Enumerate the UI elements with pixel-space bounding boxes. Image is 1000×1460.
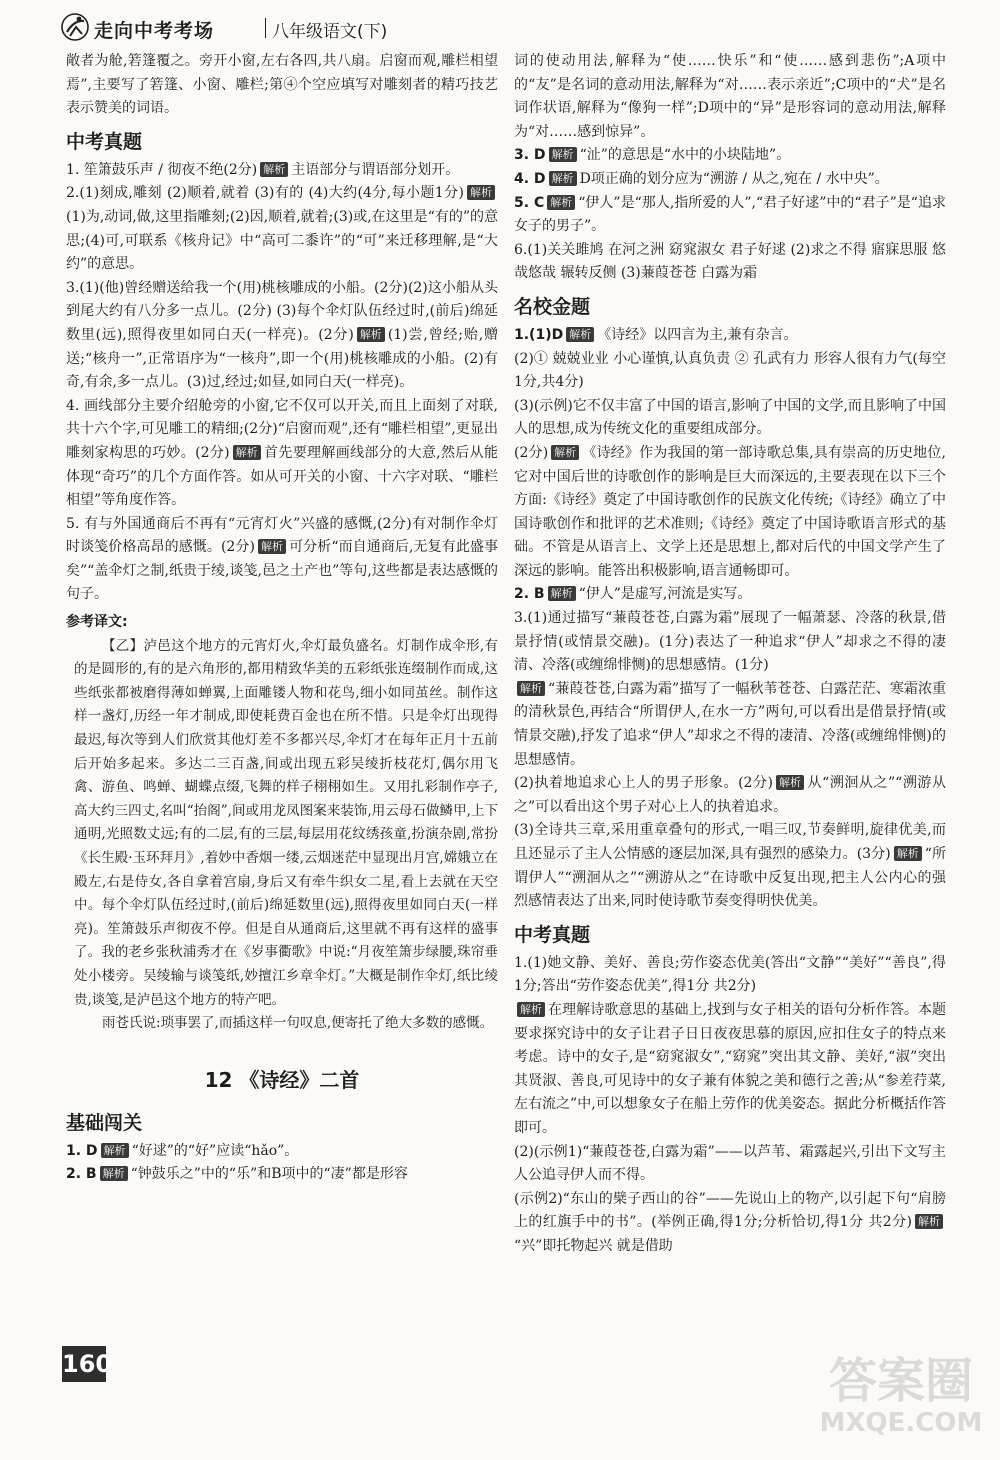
answer-item: (3)(示例)它不仅丰富了中国的语言,影响了中国的文学,而且影响了中国人的思想,成为传统文化的重要组成部分。 — [514, 397, 946, 438]
section-heading-mingxiao: 名校金题 — [514, 295, 591, 318]
continuation-paragraph: 词的使动用法,解释为“使……快乐”和“使……感到悲伤”;A项中的“友”是名词的意动用法,解释为“对……表示亲近”;C项中的“犬”是名词作状语,解释为“像狗一样”;D项中的“异”是形容词的意动用法,解释为“对……感到惊异”。 — [514, 53, 946, 140]
answer-item: 1.(1)D 解析 《诗经》以四言为主,兼有杂言。 — [514, 326, 798, 343]
answer-item: 2. B 解析 “钟鼓乐之”中的“乐”和B项中的“凄”都是形容 — [66, 1166, 408, 1183]
watermark-logo: 答案圈 MXQE.COM — [819, 1353, 983, 1438]
analysis-tag: 解析 — [517, 1002, 545, 1017]
reference-translation-title: 参考译文: — [66, 614, 128, 631]
answer-item: (2分) 解析 《诗经》作为我国的第一部诗歌总集,具有崇高的历史地位,它对中国后世的诗歌创作的影响是巨大而深远的,主要表现在以下三个方面:《诗经》奠定了中国诗歌创作的民族文化传统;《诗经》确立了中国诗歌创作和批评的艺术准则;《诗经》奠定了中国诗歌语言形式的基础。不管是从语言上、文学上还是思想上,都对后代的中国文学产生了深远的影响。能答出积极影响,语言通畅即可。 — [514, 444, 946, 579]
analysis-tag: 解析 — [566, 327, 594, 342]
answer-item: 5. C 解析 “伊人”是“那人,指所爱的人”,“君子好逑”中的“君子”是“追求女子的男子”。 — [514, 194, 946, 235]
analysis-tag: 解析 — [776, 775, 804, 790]
answer-item: (2)(示例1)“蒹葭苍苍,白露为霜”——以芦苇、霜露起兴,引出下文写主人公追寻伊人而不得。 — [514, 1143, 946, 1184]
analysis-tag: 解析 — [551, 445, 579, 460]
translation-paragraph: 雨苍氏说:琐事罢了,而插这样一句叹息,便寄托了绝大多数的感慨。 — [102, 1015, 494, 1032]
answer-item: 1. D 解析 “好逑”的“好”应读“hǎo”。 — [66, 1142, 299, 1159]
answer-item: 解析 在理解诗歌意思的基础上,找到与女子相关的语句分析作答。本题要求探究诗中的女子让君子日日夜夜思慕的原因,应扣住女子的特点来考虑。诗中的女子,是“窈窕淑女”,“窈窕”突出其文静、美好,“淑”突出其贤淑、善良,可见诗中的女子兼有体貌之美和德行之善;从“参差荇菜,左右流之”中,可以想象女子在船上劳作的优美姿态。据此分析概括作答即可。 — [514, 1001, 946, 1136]
analysis-tag: 解析 — [915, 1214, 943, 1229]
runner-logo-icon — [60, 12, 90, 42]
analysis-tag: 解析 — [547, 195, 575, 210]
analysis-tag: 解析 — [357, 327, 385, 342]
answer-item: 6.(1)关关雎鸠 在河之洲 窈窕淑女 君子好逑 (2)求之不得 寤寐思服 悠哉悠哉 辗转反侧 (3)蒹葭苍苍 白露为霜 — [514, 241, 946, 282]
analysis-tag: 解析 — [548, 586, 576, 601]
answer-item: (示例2)“东山的檗子西山的谷”——先说山上的物产,以引起下句“肩膀上的红旗手中的书”。(举例正确,得1分;分析恰切,得1分 共2分) 解析“兴”即托物起兴 就是借助 — [514, 1190, 946, 1254]
answer-item: 5. 有与外国通商后不再有“元宵灯火”兴盛的感慨,(2分)有对制作伞灯时谈笺价格高昂的感慨。(2分) 解析 可分析“而自通商后,无复有此盛事矣”“盖伞灯之制,纸贵于绫,谈笺,邑之土产也”等句,这些都是表达感慨的句子。 — [66, 515, 498, 603]
section-heading-zhongkao: 中考真题 — [66, 130, 143, 153]
grade-subject: 八年级语文(下) — [272, 22, 388, 42]
page-number: 160 — [62, 1346, 106, 1382]
translation-block — [66, 635, 498, 1036]
section-heading-basic: 基础闯关 — [66, 1111, 143, 1134]
analysis-tag: 解析 — [517, 681, 545, 696]
section-heading-zhongkao-2: 中考真题 — [514, 923, 591, 946]
page-header — [60, 8, 980, 48]
intro-paragraph: 敞者为舱,箬篷覆之。旁开小窗,左右各四,共八扇。启窗而观,雕栏相望焉”,主要写了箬篷、小窗、雕栏;第④个空应填写对雕刻者的精巧技艺表示赞美的词语。 — [66, 53, 498, 117]
analysis-tag: 解析 — [260, 162, 288, 177]
header-divider — [265, 18, 266, 38]
answer-item: (2)① 兢兢业业 小心谨慎,认真负责 ② 孔武有力 形容人很有力气(每空1分,共4分) — [514, 350, 946, 391]
right-column — [514, 50, 946, 1259]
analysis-tag: 解析 — [467, 185, 495, 200]
analysis-tag: 解析 — [100, 1166, 128, 1181]
left-column — [66, 50, 498, 1187]
lesson-title: 12 《诗经》二首 — [204, 1067, 360, 1092]
translation-paragraph: 【乙】泸邑这个地方的元宵灯火,伞灯最负盛名。灯制作成伞形,有的是圆形的,有的是六角形的,都用精致华美的五彩纸张连缀制作而成,这些纸张都被磨得薄如蝉翼,上面雕镂人物和花鸟,细小如同茧丝。制作这样一盏灯,历经一年才制成,即使耗费百金也在所不惜。只是伞灯出现得最迟,每次等到人们欣赏其他灯差不多都兴尽,伞灯才在每年正月十五前后开始多起来。多达二三百盏,间或出现五彩吴绫折枝花灯,偶尔用飞禽、游鱼、鸣蝉、蝴蝶点缀,飞舞的样子栩栩如生。又用扎彩制作亭子,高大约三四丈,名叫“抬阁”,间或用龙凤图案来装饰,用云母石做鳞甲,上下通明,光照数丈远;有的二层,有的三层,每层用花纹绣孩童,扮演杂剧,常扮《长生殿·玉环拜月》,着妙中香烟一缕,云烟迷茫中显现出月宫,嫦娥立在殿左,右是侍女,各自拿着宫扇,身后又有牵牛织女二星,看上去就在天空中。每个伞灯队伍经过时,(前后)绵延数里(远),照得夜里如同白天(一样亮)。笙箫鼓乐声彻夜不停。但是自从通商后,这里就不再有这样的盛事了。我的老乡张秋浦秀才在《岁事衢歌》中说:“月夜笙箫步绿腰,珠帘垂处小楼旁。吴绫输与谈笺纸,妙擅江乡章伞灯。”大概是制作伞灯,纸比绫贵,谈笺,是泸邑这个地方的特产吧。 — [74, 637, 498, 1008]
answer-item: 解析 “蒹葭苍苍,白露为霜”描写了一幅秋苇苍苍、白露茫茫、寒霜浓重的清秋景色,再结合“所谓伊人,在水一方”两句,可以看出是借景抒情(或情景交融),抒发了追求“伊人”却求之不得的凄清、冷落(或缠绵悱恻)的思想感情。 — [514, 680, 946, 768]
answer-item: 3.(1)(他)曾经赠送给我一个(用)桃核雕成的小船。(2分)(2)这小船从头到尾大约有八分多一点儿。(2分) (3)每个伞灯队伍经过时,(前后)绵延数里(远),照得夜里如同白天(一样亮)。(2分) 解析 (1)尝,曾经;贻,赠送;“核舟一”,正常语序为“一核舟”,即一个(用)桃核雕成的小船。(2)有奇,有余,多一点儿。(3)过,经过;如昼,如同白天(一样亮)。 — [66, 279, 498, 391]
answer-item: (2)执着地追求心上人的男子形象。(2分) 解析 从“溯洄从之”“溯游从之”可以看出这个男子对心上人的执着追求。 — [514, 775, 946, 815]
answer-item: 3. D 解析 “沚”的意思是“水中的小块陆地”。 — [514, 147, 791, 164]
analysis-tag: 解析 — [549, 147, 577, 162]
answer-item: 4. 画线部分主要介绍舱旁的小窗,它不仅可以开关,而且上面刻了对联,共十六个字,可见雕工的精细;(2分)“启窗而观”,还有“雕栏相望”,更显出雕刻家构思的巧妙。(2分) 解析 首先要理解画线部分的大意,然后从能体现“奇巧”的几个方面作答。如从可开关的小窗、十六字对联、“雕栏相望”等角度作答。 — [66, 397, 498, 509]
analysis-tag: 解析 — [233, 445, 261, 460]
answer-item: 1. 笙箫鼓乐声 / 彻夜不绝(2分) 解析 主语部分与谓语部分划开。 — [66, 161, 460, 178]
brand-title: 走向中考考场 — [94, 20, 215, 42]
answer-item: 2.(1)刻成,雕刻 (2)顺着,就着 (3)有的 (4)大约(4分,每小题1分) 解析(1)为,动词,做,这里指雕刻;(2)因,顺着,就着;(3)或,在这里是“有的”的意思;(4)可,可联系《核舟记》中“高可二黍许”的“可”来迁移理解,是“大约”的意思。 — [66, 185, 498, 273]
answer-item: (3)全诗共三章,采用重章叠句的形式,一唱三叹,节奏鲜明,旋律优美,而且还显示了主人公情感的逐层加深,具有强烈的感染力。(3分) 解析 “所谓伊人”“溯洄从之”“溯游从之”在诗歌中反复出现,把主人公内心的强烈感情表达了出来,同时使诗歌节奏变得明快优美。 — [514, 822, 946, 910]
answer-item: 3.(1)通过描写“蒹葭苍苍,白露为霜”展现了一幅萧瑟、冷落的秋景,借景抒情(或情景交融)。(1分)表达了一种追求“伊人”却求之不得的凄清、冷落(或缠绵悱恻)的思想感情。(1分) — [514, 610, 946, 674]
analysis-tag: 解析 — [549, 171, 577, 186]
answer-item: 4. D 解析 D项正确的划分应为“溯游 / 从之,宛在 / 水中央”。 — [514, 170, 889, 187]
analysis-tag: 解析 — [258, 539, 286, 554]
analysis-tag: 解析 — [894, 846, 922, 861]
analysis-tag: 解析 — [101, 1143, 129, 1158]
answer-item: 2. B 解析 “伊人”是虚写,河流是实写。 — [514, 586, 752, 603]
answer-item: 1.(1)她文静、美好、善良;劳作姿态优美(答出“文静”“美好”“善良”,得1分;答出“劳作姿态优美”,得1分 共2分) — [514, 954, 946, 995]
